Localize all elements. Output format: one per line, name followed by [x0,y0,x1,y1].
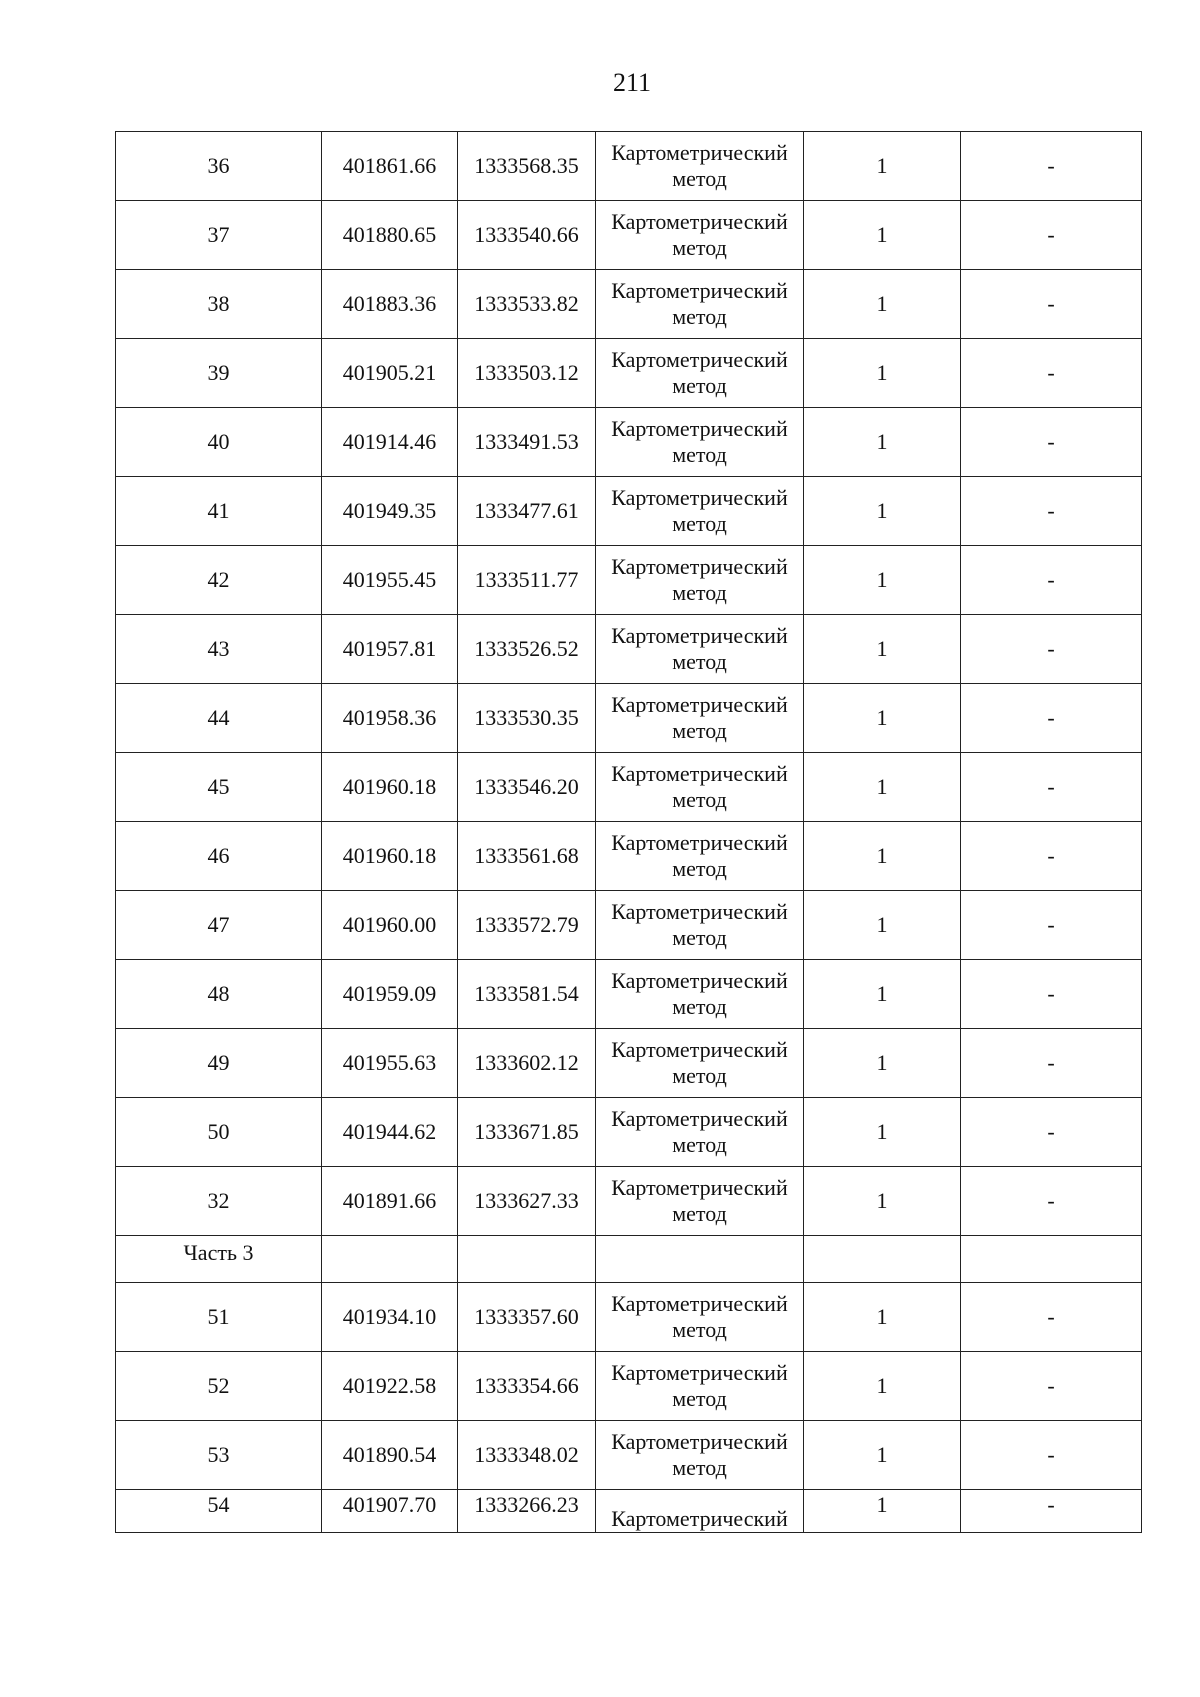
method-line1: Картометрический [611,485,788,510]
method-line2: метод [672,994,727,1019]
method-line2: метод [672,511,727,536]
method-cell [596,684,804,753]
x-coordinate-cell: 401890.54 [322,1421,458,1490]
method-line1: Картометрический [611,416,788,441]
accuracy-cell: 1 [804,822,961,891]
method-line1: Картометрический [611,968,788,993]
method-line1: Картометрический [611,623,788,648]
note-cell: - [961,270,1142,339]
method-line1: Картометрический [611,830,788,855]
x-coordinate-cell: 401960.18 [322,753,458,822]
page-number: 211 [612,68,652,97]
method-cell [596,477,804,546]
y-coordinate-cell: 1333602.12 [458,1029,596,1098]
x-coordinate-cell: 401960.18 [322,822,458,891]
method-line2: метод [672,442,727,467]
table-row [116,615,1142,684]
y-coordinate-cell: 1333477.61 [458,477,596,546]
method-line2: метод [672,1132,727,1157]
x-coordinate-cell: 401883.36 [322,270,458,339]
table-row [116,1490,1142,1533]
x-coordinate-cell: 401934.10 [322,1283,458,1352]
empty-cell [322,1236,458,1283]
method-line2: метод [672,1201,727,1226]
empty-cell [596,1236,804,1283]
method-line2: метод [672,1317,727,1342]
accuracy-cell: 1 [804,1167,961,1236]
method-line2: метод [672,787,727,812]
note-cell: - [961,822,1142,891]
accuracy-cell: 1 [804,1421,961,1490]
y-coordinate-cell: 1333533.82 [458,270,596,339]
x-coordinate-cell: 401861.66 [322,132,458,201]
accuracy-cell: 1 [804,546,961,615]
method-line1: Картометрический [611,761,788,786]
x-coordinate-cell: 401958.36 [322,684,458,753]
method-cell [596,1098,804,1167]
x-coordinate-cell: 401944.62 [322,1098,458,1167]
point-number-cell: 45 [116,753,322,822]
table-row [116,1421,1142,1490]
x-coordinate-cell: 401949.35 [322,477,458,546]
method-line2: метод [672,1386,727,1411]
method-cell [596,408,804,477]
y-coordinate-cell: 1333627.33 [458,1167,596,1236]
x-coordinate-cell: 401905.21 [322,339,458,408]
method-line1: Картометрический [611,1037,788,1062]
x-coordinate-cell: 401922.58 [322,1352,458,1421]
x-coordinate-cell: 401957.81 [322,615,458,684]
accuracy-cell: 1 [804,339,961,408]
x-coordinate-cell: 401955.45 [322,546,458,615]
note-cell: - [961,477,1142,546]
table-row [116,546,1142,615]
method-line1: Картометрический [611,140,788,165]
y-coordinate-cell: 1333568.35 [458,132,596,201]
accuracy-cell: 1 [804,408,961,477]
method-line2: метод [672,925,727,950]
x-coordinate-cell: 401960.00 [322,891,458,960]
note-cell: - [961,960,1142,1029]
table-row [116,132,1142,201]
method-cell: Картометрический [596,1490,804,1533]
point-number-cell: 41 [116,477,322,546]
y-coordinate-cell: 1333357.60 [458,1283,596,1352]
y-coordinate-cell: 1333581.54 [458,960,596,1029]
method-cell [596,960,804,1029]
method-cell [596,1029,804,1098]
x-coordinate-cell: 401914.46 [322,408,458,477]
note-cell: - [961,546,1142,615]
method-line2: метод [672,649,727,674]
table-row [116,822,1142,891]
accuracy-cell: 1 [804,891,961,960]
x-coordinate-cell: 401891.66 [322,1167,458,1236]
method-line1: Картометрический [611,692,788,717]
point-number-cell: 37 [116,201,322,270]
y-coordinate-cell: 1333526.52 [458,615,596,684]
point-number-cell: 32 [116,1167,322,1236]
method-cell [596,201,804,270]
method-line2: метод [672,373,727,398]
method-line2: метод [672,1455,727,1480]
table-row [116,1283,1142,1352]
accuracy-cell: 1 [804,1490,961,1533]
note-cell: - [961,753,1142,822]
method-cell [596,1352,804,1421]
coordinates-table [115,131,1142,1533]
y-coordinate-cell: 1333540.66 [458,201,596,270]
note-cell: - [961,891,1142,960]
point-number-cell: 36 [116,132,322,201]
table-row [116,339,1142,408]
method-line2: метод [672,718,727,743]
note-cell: - [961,615,1142,684]
method-line1: Картометрический [611,347,788,372]
table-row [116,1098,1142,1167]
point-number-cell: 42 [116,546,322,615]
note-cell: - [961,1098,1142,1167]
point-number-cell: 39 [116,339,322,408]
method-line2: метод [672,856,727,881]
y-coordinate-cell: 1333266.23 [458,1490,596,1533]
accuracy-cell: 1 [804,1098,961,1167]
accuracy-cell: 1 [804,270,961,339]
section-label: Часть 3 [116,1236,322,1283]
y-coordinate-cell: 1333511.77 [458,546,596,615]
accuracy-cell: 1 [804,201,961,270]
method-line2: метод [672,235,727,260]
method-cell [596,753,804,822]
method-line1: Картометрический [611,1360,788,1385]
accuracy-cell: 1 [804,477,961,546]
accuracy-cell: 1 [804,684,961,753]
table-row [116,201,1142,270]
note-cell: - [961,1167,1142,1236]
point-number-cell: 47 [116,891,322,960]
point-number-cell: 49 [116,1029,322,1098]
accuracy-cell: 1 [804,132,961,201]
accuracy-cell: 1 [804,615,961,684]
method-cell [596,891,804,960]
note-cell: - [961,1421,1142,1490]
accuracy-cell: 1 [804,1029,961,1098]
point-number-cell: 44 [116,684,322,753]
note-cell: - [961,201,1142,270]
x-coordinate-cell: 401955.63 [322,1029,458,1098]
method-cell [596,1283,804,1352]
note-cell: - [961,132,1142,201]
method-line1: Картометрический [611,1175,788,1200]
y-coordinate-cell: 1333503.12 [458,339,596,408]
note-cell: - [961,1352,1142,1421]
empty-cell [458,1236,596,1283]
section-row [116,1236,1142,1283]
method-cell [596,615,804,684]
table-row [116,1352,1142,1421]
table-row [116,408,1142,477]
method-cell [596,1421,804,1490]
note-cell: - [961,1490,1142,1533]
method-line1: Картометрический [611,1106,788,1131]
note-cell: - [961,1029,1142,1098]
point-number-cell: 50 [116,1098,322,1167]
note-cell: - [961,684,1142,753]
y-coordinate-cell: 1333671.85 [458,1098,596,1167]
method-line2: метод [672,304,727,329]
point-number-cell: 51 [116,1283,322,1352]
point-number-cell: 40 [116,408,322,477]
method-line1: Картометрический [611,899,788,924]
table-row [116,960,1142,1029]
method-cell [596,546,804,615]
y-coordinate-cell: 1333530.35 [458,684,596,753]
empty-cell [804,1236,961,1283]
method-line1: Картометрический [611,278,788,303]
method-cell [596,1167,804,1236]
x-coordinate-cell: 401959.09 [322,960,458,1029]
table-row [116,753,1142,822]
method-line2: метод [672,166,727,191]
note-cell: - [961,408,1142,477]
y-coordinate-cell: 1333348.02 [458,1421,596,1490]
method-line1: Картометрический [611,1429,788,1454]
y-coordinate-cell: 1333491.53 [458,408,596,477]
note-cell: - [961,339,1142,408]
x-coordinate-cell: 401880.65 [322,201,458,270]
point-number-cell: 52 [116,1352,322,1421]
y-coordinate-cell: 1333546.20 [458,753,596,822]
accuracy-cell: 1 [804,753,961,822]
method-line1: Картометрический [611,209,788,234]
method-cell [596,339,804,408]
y-coordinate-cell: 1333561.68 [458,822,596,891]
accuracy-cell: 1 [804,1352,961,1421]
method-line2: метод [672,1063,727,1088]
table-row [116,1167,1142,1236]
note-cell: - [961,1283,1142,1352]
point-number-cell: 48 [116,960,322,1029]
table-row [116,1029,1142,1098]
point-number-cell: 38 [116,270,322,339]
method-cell [596,822,804,891]
point-number-cell: 43 [116,615,322,684]
method-line2: метод [672,580,727,605]
table-row [116,684,1142,753]
y-coordinate-cell: 1333572.79 [458,891,596,960]
point-number-cell: 53 [116,1421,322,1490]
table-row [116,891,1142,960]
table-row [116,270,1142,339]
point-number-cell: 54 [116,1490,322,1533]
method-cell [596,132,804,201]
method-line1: Картометрический [611,1291,788,1316]
point-number-cell: 46 [116,822,322,891]
method-cell [596,270,804,339]
accuracy-cell: 1 [804,960,961,1029]
method-line1: Картометрический [611,554,788,579]
empty-cell [961,1236,1142,1283]
accuracy-cell: 1 [804,1283,961,1352]
y-coordinate-cell: 1333354.66 [458,1352,596,1421]
x-coordinate-cell: 401907.70 [322,1490,458,1533]
table-row [116,477,1142,546]
